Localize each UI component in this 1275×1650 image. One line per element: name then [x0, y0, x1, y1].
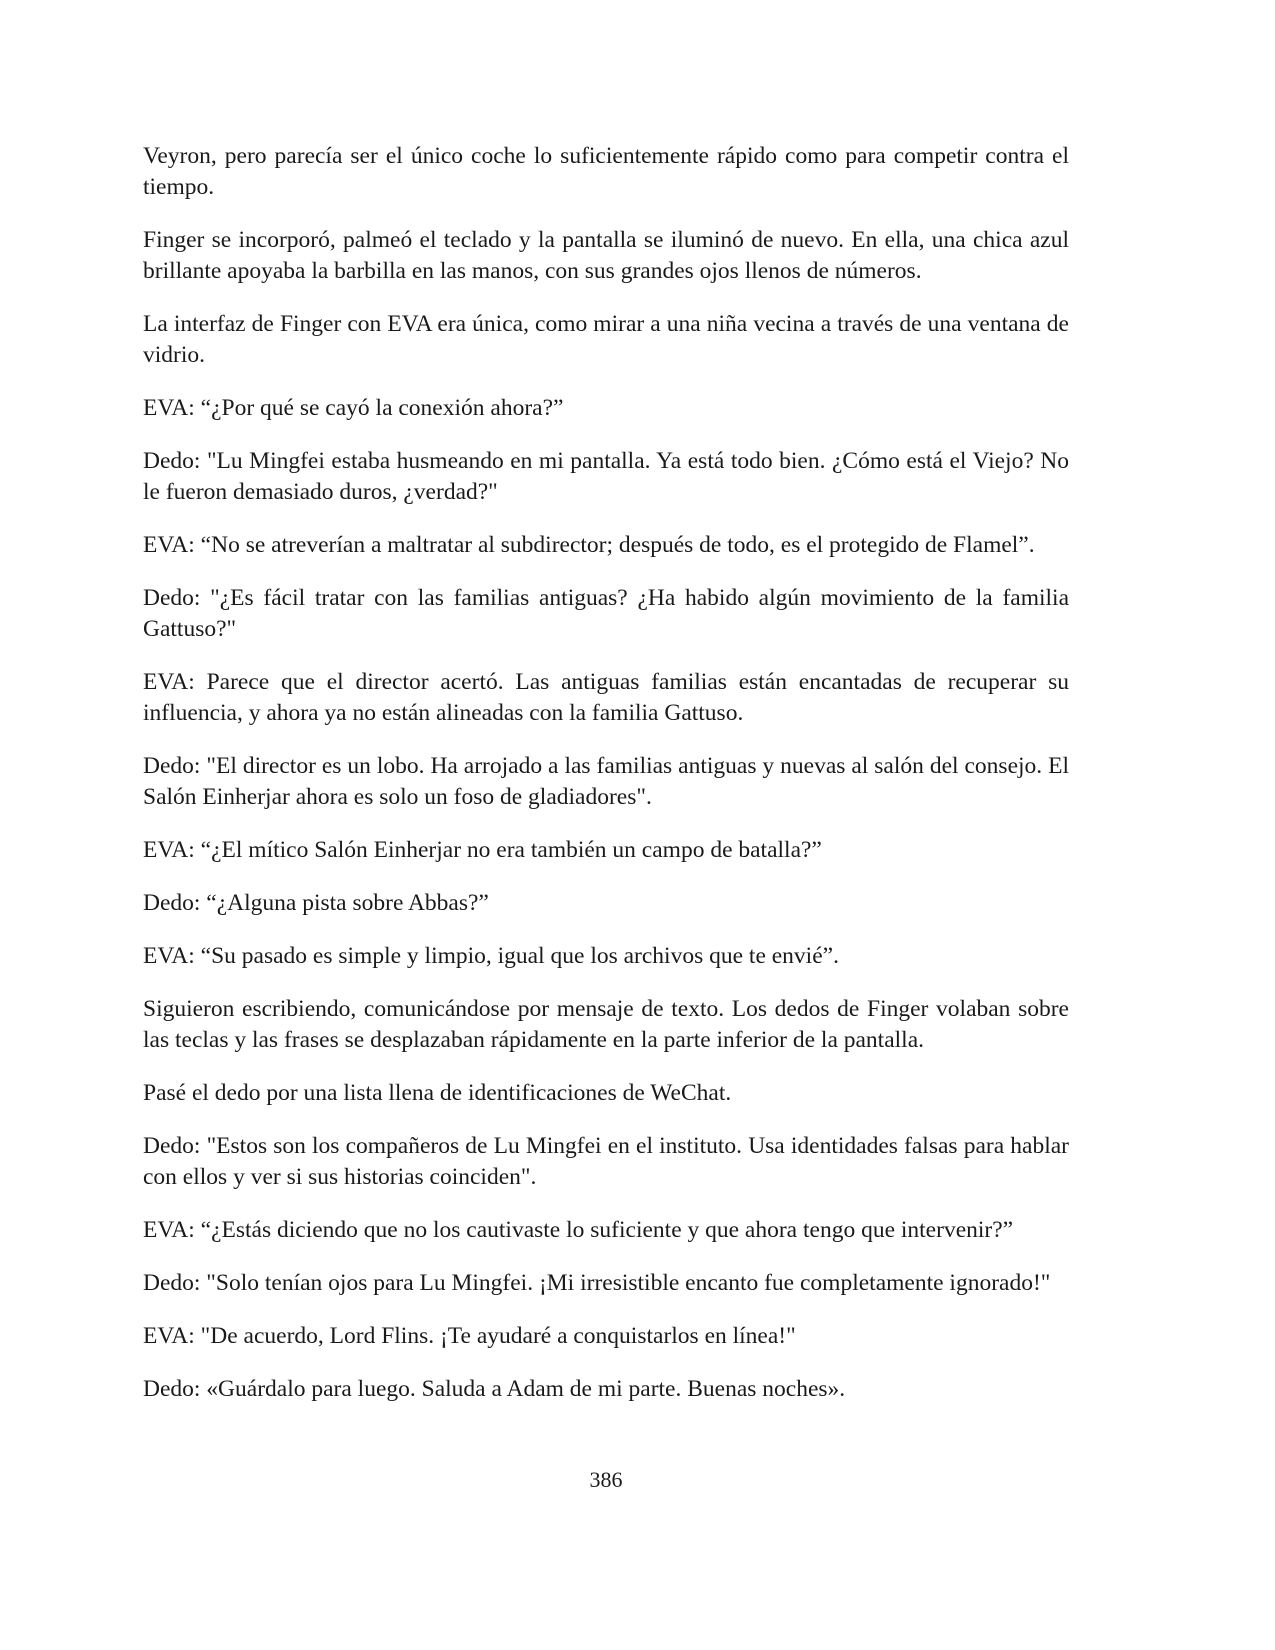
paragraph: Dedo: "El director es un lobo. Ha arrojado a las familias antiguas y nuevas al salón del consejo. El Salón Einherjar ahora es solo un foso de gladiadores". — [143, 753, 1069, 810]
paragraph: Veyron, pero parecía ser el único coche lo suficientemente rápido como para competir contra el tiempo. — [143, 143, 1069, 200]
paragraph: Dedo: “¿Alguna pista sobre Abbas?” — [143, 890, 489, 916]
paragraph: Finger se incorporó, palmeó el teclado y la pantalla se iluminó de nuevo. En ella, una chica azul brillante apoyaba la barbilla en las manos, con sus grandes ojos llenos de números. — [143, 227, 1069, 284]
paragraph: Dedo: "¿Es fácil tratar con las familias antiguas? ¿Ha habido algún movimiento de la familia Gattuso?" — [143, 585, 1069, 642]
paragraph: EVA: "De acuerdo, Lord Flins. ¡Te ayudaré a conquistarlos en línea!" — [143, 1323, 796, 1349]
paragraph: EVA: “¿El mítico Salón Einherjar no era también un campo de batalla?” — [143, 837, 822, 863]
paragraph: Dedo: "Solo tenían ojos para Lu Mingfei. ¡Mi irresistible encanto fue completamente ignorado!" — [143, 1270, 1051, 1296]
paragraph: EVA: “No se atreverían a maltratar al subdirector; después de todo, es el protegido de Flamel”. — [143, 532, 1035, 558]
paragraph: EVA: “Su pasado es simple y limpio, igual que los archivos que te envié”. — [143, 943, 839, 969]
paragraph: EVA: Parece que el director acertó. Las antiguas familias están encantadas de recuperar su influencia, y ahora ya no están alineadas con la familia Gattuso. — [143, 669, 1069, 726]
paragraph: Dedo: «Guárdalo para luego. Saluda a Adam de mi parte. Buenas noches». — [143, 1376, 846, 1402]
page-number: 386 — [589, 1467, 623, 1492]
paragraph: EVA: “¿Por qué se cayó la conexión ahora?” — [143, 395, 564, 421]
paragraph: Dedo: "Lu Mingfei estaba husmeando en mi pantalla. Ya está todo bien. ¿Cómo está el Viejo? No le fueron demasiado duros, ¿verdad?" — [143, 448, 1069, 505]
paragraph: Dedo: "Estos son los compañeros de Lu Mingfei en el instituto. Usa identidades falsas para hablar con ellos y ver si sus historias coinciden". — [143, 1133, 1069, 1190]
page-body — [143, 141, 1069, 1427]
paragraph: Pasé el dedo por una lista llena de identificaciones de WeChat. — [143, 1080, 732, 1106]
paragraph: EVA: “¿Estás diciendo que no los cautivaste lo suficiente y que ahora tengo que intervenir?” — [143, 1217, 1014, 1243]
paragraph: La interfaz de Finger con EVA era única, como mirar a una niña vecina a través de una ventana de vidrio. — [143, 311, 1069, 368]
paragraph: Siguieron escribiendo, comunicándose por mensaje de texto. Los dedos de Finger volaban sobre las teclas y las frases se desplazaban rápidamente en la parte inferior de la pantalla. — [143, 996, 1069, 1053]
